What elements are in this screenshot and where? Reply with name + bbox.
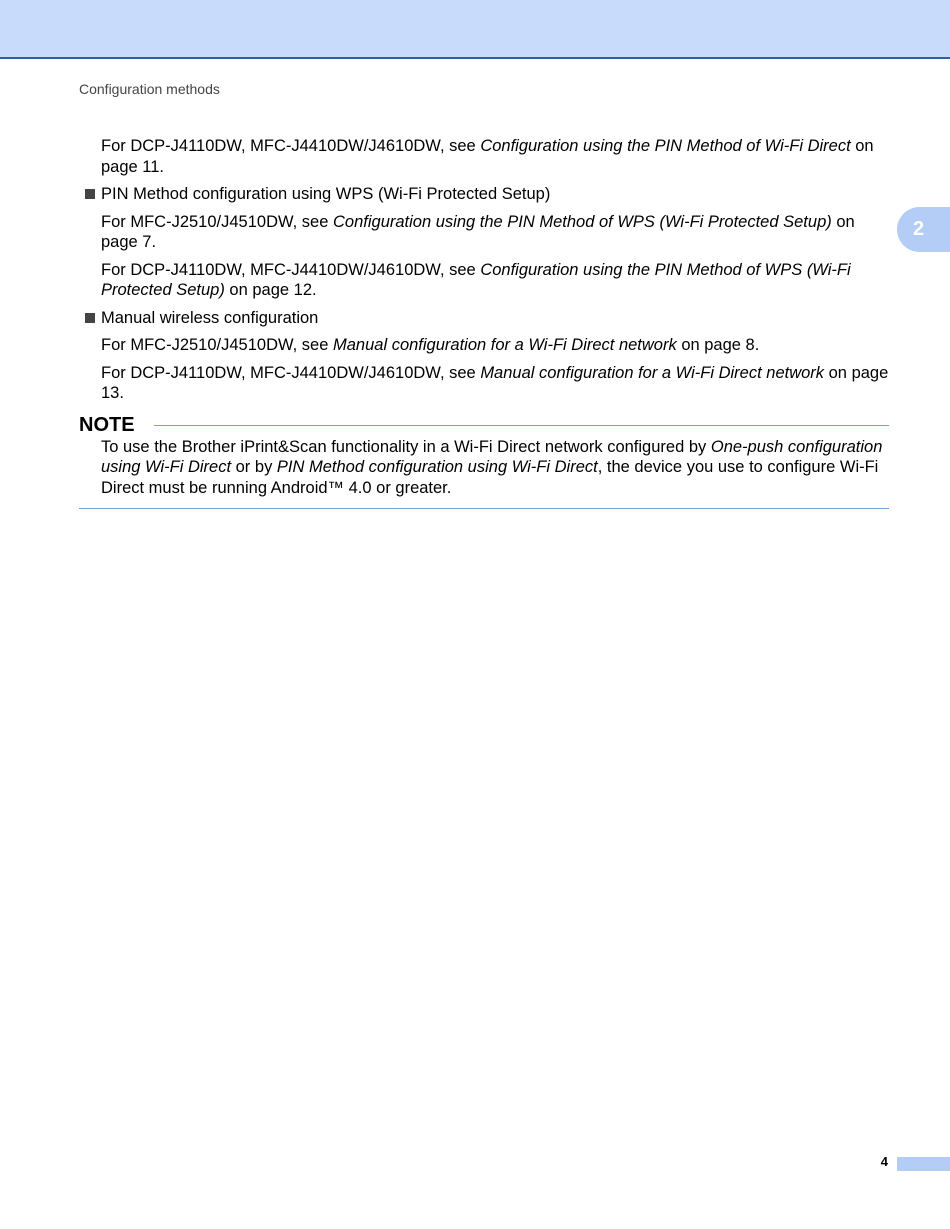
cross-reference-link[interactable]: Configuration using the PIN Method of Wi-Fi Direct	[480, 137, 851, 155]
cross-reference-link[interactable]: Manual configuration for a Wi-Fi Direct network	[333, 336, 677, 354]
header-band	[0, 0, 950, 59]
bullet-item-wps-pin: PIN Method configuration using WPS (Wi-Fi Protected Setup)	[79, 184, 891, 205]
bullet-square-icon	[85, 313, 95, 323]
running-header: Configuration methods	[79, 81, 220, 97]
page-content	[79, 136, 891, 509]
note-header	[79, 414, 891, 436]
cross-reference-link[interactable]: Configuration using the PIN Method of WPS (Wi-Fi Protected Setup)	[101, 260, 851, 299]
paragraph-dcp-wifi-direct-pin: For DCP-J4110DW, MFC-J4410DW/J4610DW, see Configuration using the PIN Method of Wi-Fi Direct on page 11.	[101, 137, 874, 176]
chapter-tab	[897, 207, 950, 252]
paragraph-mfc-wps-pin: For MFC-J2510/J4510DW, see Configuration using the PIN Method of WPS (Wi-Fi Protected Setup) on page 7.	[101, 212, 855, 251]
paragraph-mfc-manual: For MFC-J2510/J4510DW, see Manual configuration for a Wi-Fi Direct network on page 8.	[101, 336, 760, 354]
cross-reference-link[interactable]: Configuration using the PIN Method of WPS (Wi-Fi Protected Setup)	[333, 212, 832, 231]
cross-reference-link[interactable]: Manual configuration for a Wi-Fi Direct network	[480, 363, 825, 382]
page-number-tab	[897, 1157, 950, 1171]
chapter-number: 2	[913, 218, 925, 240]
paragraph-dcp-manual: For DCP-J4110DW, MFC-J4410DW/J4610DW, see Manual configuration for a Wi-Fi Direct network on page 13.	[101, 363, 889, 402]
note-top-rule	[154, 425, 889, 426]
note-body: To use the Brother iPrint&Scan functionality in a Wi-Fi Direct network configured by One-push configuration using Wi-Fi Direct or by PIN Method configuration using Wi-Fi Direct, the device you use to configure Wi-Fi Direct must be running Android™ 4.0 or greater.	[101, 437, 883, 497]
bullet-item-manual-config: Manual wireless configuration	[79, 308, 891, 329]
page-number: 4	[880, 1154, 888, 1169]
note-heading: NOTE	[79, 414, 143, 436]
bullet-square-icon	[85, 189, 95, 199]
paragraph-dcp-wps-pin: For DCP-J4110DW, MFC-J4410DW/J4610DW, see Configuration using the PIN Method of WPS (Wi-Fi Protected Setup) on page 12.	[101, 260, 851, 299]
note-bottom-rule	[79, 508, 889, 509]
